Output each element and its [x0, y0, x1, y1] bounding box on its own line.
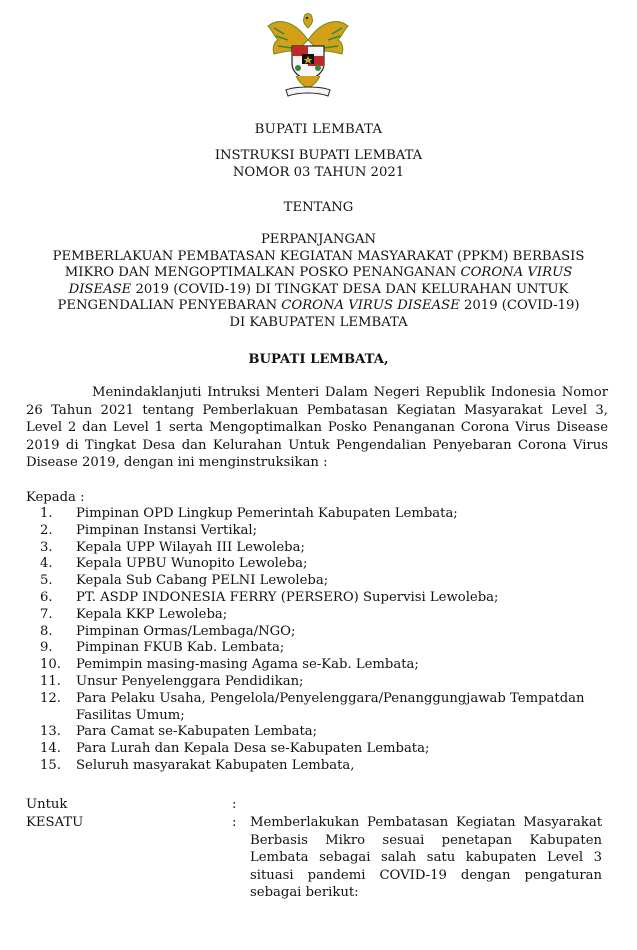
title-line-4: DISEASE 2019 (COVID-19) DI TINGKAT DESA DAN KELURAHAN UNTUK [68, 281, 569, 297]
untuk-label: Untuk [26, 797, 68, 812]
instruction-block [0, 148, 637, 181]
list-item: 4. Kepala UPBU Wunopito Lewoleba; [40, 556, 308, 572]
about-label: TENTANG [283, 200, 354, 215]
title-line-3: MIKRO DAN MENGOPTIMALKAN POSKO PENANGANAN CORONA VIRUS [64, 265, 573, 280]
kesatu-colon: : [232, 815, 237, 830]
title-line-6: DI KABUPATEN LEMBATA [229, 314, 408, 330]
list-item: 15. Seluruh masyarakat Kabupaten Lembata, [40, 757, 355, 773]
instruction-name: INSTRUKSI BUPATI LEMBATA [214, 148, 423, 163]
addressees-label: Kepada : [26, 490, 85, 505]
title-line-2: PEMBERLAKUAN PEMBATASAN KEGIATAN MASYARAKAT (PPKM) BERBASIS [52, 248, 585, 264]
garuda-pancasila-emblem [264, 10, 352, 98]
kesatu-label: KESATU [26, 815, 84, 830]
list-item: 8. Pimpinan Ormas/Lembaga/NGO; [40, 623, 296, 639]
untuk-colon: : [232, 797, 237, 812]
list-item: 11. Unsur Penyelenggara Pendidikan; [40, 673, 304, 689]
list-item: 1. Pimpinan OPD Lingkup Pemerintah Kabupaten Lembata; [40, 506, 458, 521]
addressees-list [26, 506, 616, 775]
document-title [0, 232, 637, 331]
list-item: 7. Kepala KKP Lewoleba; [40, 606, 228, 622]
issuer-heading: BUPATI LEMBATA, [248, 352, 389, 367]
list-item: 10. Pemimpin masing-masing Agama se-Kab. Lembata; [40, 657, 419, 673]
title-line-1: PERPANJANGAN [260, 232, 377, 247]
list-item: 6. PT. ASDP INDONESIA FERRY (PERSERO) Supervisi Lewoleba; [40, 589, 499, 605]
title-line-5: PENGENDALIAN PENYEBARAN CORONA VIRUS DISEASE 2019 (COVID-19) [57, 298, 580, 313]
list-item: 13. Para Camat se-Kabupaten Lembata; [40, 724, 318, 740]
list-item: 14. Para Lurah dan Kepala Desa se-Kabupaten Lembata; [40, 741, 430, 757]
list-item: 12. Para Pelaku Usaha, Pengelola/Penyelenggara/Penanggungjawab Tempatdan Fasilitas Umum; [40, 690, 585, 723]
preamble-paragraph: Menindaklanjuti Intruksi Menteri Dalam Negeri Republik Indonesia Nomor 26 Tahun 2021 tentang Pemberlakuan Pembatasan Kegiatan Masyarakat Level 3, Level 2 dan Level 1 serta Mengoptimalkan Posko Penanganan Corona Virus Disease 2019 di Tingkat Desa dan Kelurahan Untuk Pengendalian Penyebaran Corona Virus Disease 2019, dengan ini menginstruksikan : [26, 385, 608, 471]
list-item: 2. Pimpinan Instansi Vertikal; [40, 522, 258, 538]
list-item: 9. Pimpinan FKUB Kab. Lembata; [40, 640, 285, 656]
instruction-number: NOMOR 03 TAHUN 2021 [232, 164, 405, 180]
list-item: 3. Kepala UPP Wilayah III Lewoleba; [40, 539, 305, 555]
kesatu-text: Memberlakukan Pembatasan Kegiatan Masyarakat Berbasis Mikro sesuai penetapan Kabupaten Lembata sebagai salah satu kabupaten Level 3 situasi pandemi COVID-19 dengan pengaturan sebagai berikut: [250, 815, 602, 901]
official-title: BUPATI LEMBATA [254, 122, 383, 137]
list-item: 5. Kepala Sub Cabang PELNI Lewoleba; [40, 573, 329, 589]
